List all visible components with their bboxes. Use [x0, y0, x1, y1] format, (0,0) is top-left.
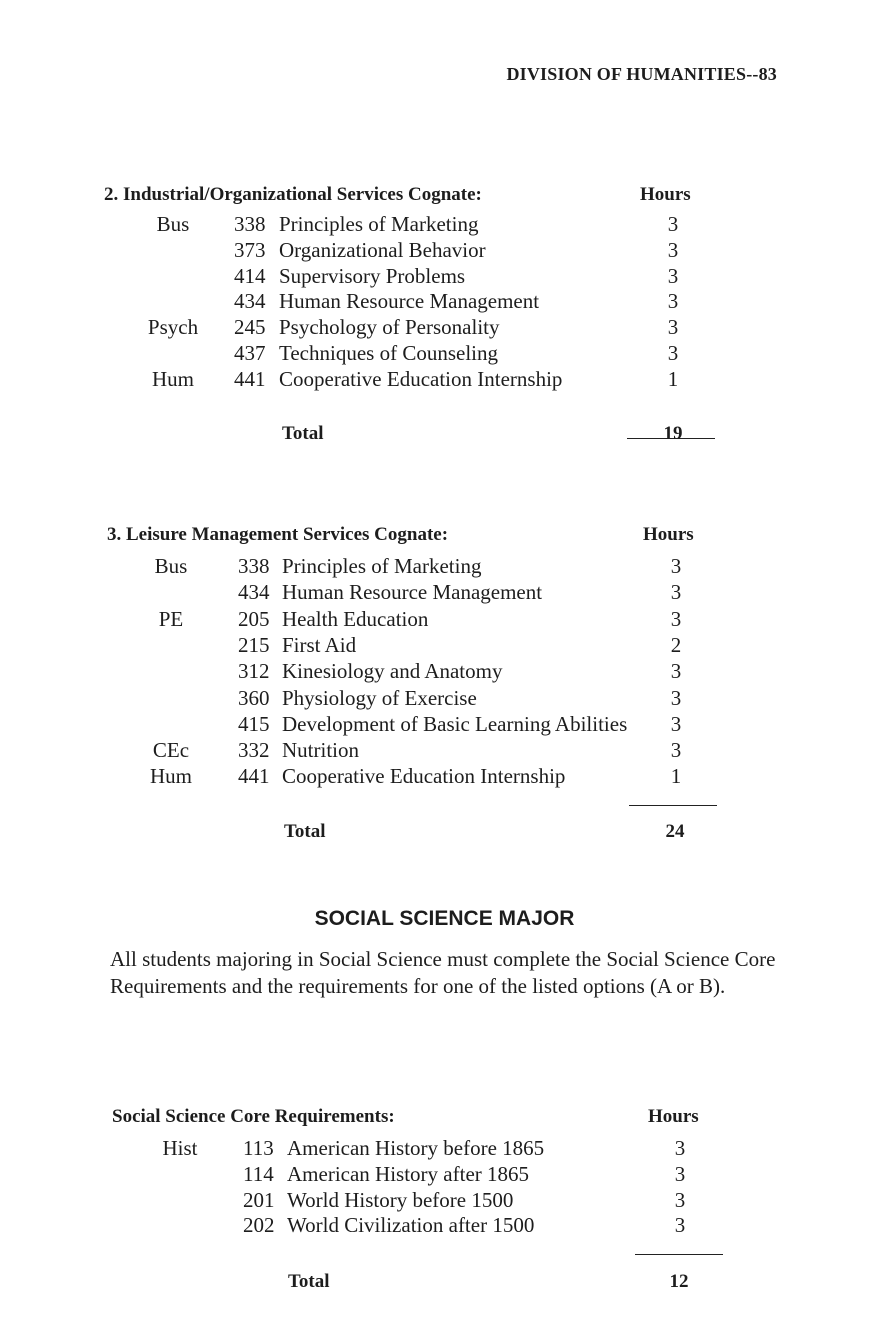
course-dept: PE	[158, 606, 184, 631]
course-title: Human Resource Management	[282, 580, 543, 605]
course-number: 113	[243, 1136, 274, 1160]
running-head: DIVISION OF HUMANITIES--83	[506, 64, 777, 84]
course-number: 215	[238, 632, 270, 657]
total-label: Total	[284, 821, 326, 842]
course-title: Psychology of Personality	[279, 315, 500, 340]
course-title: Cooperative Education Internship	[282, 764, 566, 789]
section-heading: Social Science Core Requirements:	[112, 1106, 395, 1127]
course-row	[0, 264, 889, 290]
course-title: Organizational Behavior	[279, 237, 486, 262]
course-hours: 2	[670, 632, 682, 657]
course-title: Principles of Marketing	[279, 212, 479, 236]
course-row	[0, 367, 889, 393]
total-rule	[635, 1254, 723, 1255]
course-row	[0, 738, 889, 764]
course-number: 205	[238, 606, 270, 631]
course-row	[0, 341, 889, 367]
course-row	[0, 1136, 889, 1162]
course-row	[0, 1162, 889, 1188]
total-value: 12	[669, 1271, 689, 1292]
course-row	[0, 238, 889, 264]
course-hours: 3	[667, 263, 679, 288]
course-hours: 3	[667, 315, 679, 340]
section-heading: 3. Leisure Management Services Cognate:	[107, 524, 449, 545]
course-title: Techniques of Counseling	[279, 341, 498, 365]
course-title: American History after 1865	[287, 1161, 530, 1186]
course-number: 114	[243, 1161, 274, 1186]
course-row	[0, 764, 889, 790]
section-heading: 2. Industrial/Organizational Services Cognate:	[104, 184, 482, 205]
course-hours: 3	[670, 580, 682, 605]
course-number: 338	[238, 554, 270, 578]
total-rule	[629, 805, 717, 806]
total-label: Total	[282, 423, 324, 444]
total-value: 24	[665, 821, 685, 842]
course-hours: 3	[674, 1187, 686, 1212]
course-number: 434	[238, 580, 270, 605]
course-number: 202	[243, 1213, 275, 1238]
course-hours: 3	[670, 738, 682, 763]
course-row	[0, 686, 889, 712]
course-title: Human Resource Management	[279, 289, 540, 314]
course-row	[0, 212, 889, 238]
course-title: World Civilization after 1500	[287, 1213, 535, 1238]
course-dept: Hum	[152, 366, 194, 391]
course-title: Cooperative Education Internship	[279, 366, 563, 391]
total-label: Total	[288, 1271, 330, 1292]
course-hours: 3	[670, 685, 682, 710]
course-row	[0, 315, 889, 341]
course-dept: Bus	[156, 212, 190, 236]
hours-column-header: Hours	[640, 184, 691, 205]
course-dept: CEc	[152, 738, 190, 763]
major-intro-paragraph: All students majoring in Social Science must complete the Social Science Core Requirements and the requirements for one of the listed options (A or B).	[110, 947, 776, 998]
hours-column-header: Hours	[643, 524, 694, 545]
course-hours: 3	[667, 289, 679, 314]
course-dept: Psych	[147, 315, 199, 340]
course-number: 373	[234, 237, 266, 262]
course-number: 415	[238, 711, 270, 736]
course-number: 441	[238, 764, 270, 789]
course-title: Health Education	[282, 606, 429, 631]
course-hours: 3	[674, 1161, 686, 1186]
course-hours: 1	[667, 366, 679, 391]
course-number: 245	[234, 315, 266, 340]
course-row	[0, 1188, 889, 1214]
course-title: American History before 1865	[287, 1136, 545, 1160]
course-number: 201	[243, 1187, 275, 1212]
course-row	[0, 1213, 889, 1239]
course-hours: 3	[667, 341, 679, 365]
course-title: World History before 1500	[287, 1187, 514, 1212]
course-title: Nutrition	[282, 738, 359, 763]
course-hours: 3	[670, 554, 682, 578]
course-title: Supervisory Problems	[279, 263, 466, 288]
total-value: 19	[663, 423, 683, 444]
course-row	[0, 607, 889, 633]
course-number: 332	[238, 738, 270, 763]
course-number: 437	[234, 341, 266, 365]
course-hours: 3	[674, 1213, 686, 1238]
course-row	[0, 580, 889, 606]
course-row	[0, 712, 889, 738]
course-title: Development of Basic Learning Abilities	[282, 711, 628, 736]
course-hours: 3	[667, 237, 679, 262]
course-hours: 3	[667, 212, 679, 236]
course-dept: Bus	[154, 554, 188, 578]
course-number: 441	[234, 366, 266, 391]
course-hours: 3	[670, 659, 682, 684]
course-number: 414	[234, 263, 266, 288]
course-title: Physiology of Exercise	[282, 685, 477, 710]
course-number: 360	[238, 685, 270, 710]
course-row	[0, 289, 889, 315]
course-row	[0, 659, 889, 685]
course-dept: Hum	[150, 764, 192, 789]
course-hours: 3	[670, 606, 682, 631]
course-title: First Aid	[282, 632, 357, 657]
course-row	[0, 633, 889, 659]
course-dept: Hist	[162, 1136, 198, 1160]
course-hours: 1	[670, 764, 682, 789]
course-title: Principles of Marketing	[282, 554, 482, 578]
major-title: SOCIAL SCIENCE MAJOR	[314, 907, 575, 930]
course-hours: 3	[674, 1136, 686, 1160]
course-number: 338	[234, 212, 266, 236]
course-title: Kinesiology and Anatomy	[282, 659, 503, 684]
course-number: 434	[234, 289, 266, 314]
course-number: 312	[238, 659, 270, 684]
course-hours: 3	[670, 711, 682, 736]
course-row	[0, 554, 889, 580]
hours-column-header: Hours	[648, 1106, 699, 1127]
